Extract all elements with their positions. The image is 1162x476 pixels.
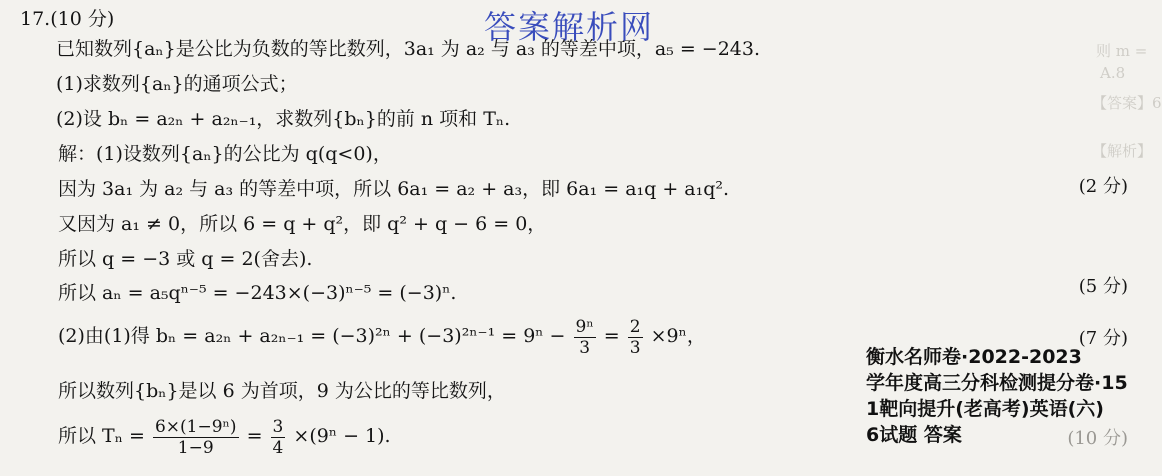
fraction-denominator: 3: [579, 337, 591, 358]
solution-line-4: 所以 q = −3 或 q = 2(舍去).: [58, 248, 313, 270]
solution-line-7: 所以数列{bₙ}是以 6 为首项，9 为公比的等比数列，: [58, 380, 506, 402]
solution-line-3: 又因为 a₁ ≠ 0，所以 6 = q + q²，即 q² + q − 6 = 0，: [58, 213, 547, 235]
fraction: [574, 317, 596, 358]
fraction: [153, 417, 239, 458]
problem-stem: 已知数列{aₙ}是公比为负数的等比数列，3a₁ 为 a₂ 与 a₃ 的等差中项，a₅ = −243.: [56, 38, 761, 60]
ghost-text: 【答案】6: [1092, 94, 1162, 112]
formula-text: ×(9ⁿ − 1).: [293, 425, 391, 447]
question-1: (1)求数列{aₙ}的通项公式；: [56, 73, 298, 95]
caption-line: 衡水名师卷·2022-2023: [866, 346, 1082, 368]
ghost-text: 【解析】: [1092, 142, 1153, 160]
fraction-numerator: 9ⁿ: [575, 316, 594, 337]
solution-line-2: 因为 3a₁ 为 a₂ 与 a₃ 的等差中项，所以 6a₁ = a₂ + a₃，即 6a₁ = a₁q + a₁q².: [58, 178, 730, 200]
solution-line-5: 所以 aₙ = a₅qⁿ⁻⁵ = −243×(−3)ⁿ⁻⁵ = (−3)ⁿ.: [58, 282, 457, 304]
formula-text: =: [603, 325, 620, 347]
fraction: [628, 317, 643, 358]
caption-line: 1靶向提升(老高考)英语(六): [866, 398, 1104, 420]
fraction-denominator: 1−9: [177, 437, 214, 458]
solution-line-1: 解：(1)设数列{aₙ}的公比为 q(q<0)，: [58, 143, 392, 165]
formula-text: 所以 Tₙ =: [58, 425, 145, 447]
caption-line: 6试题 答案: [866, 424, 962, 446]
question-2: (2)设 bₙ = a₂ₙ + a₂ₙ₋₁，求数列{bₙ}的前 n 项和 Tₙ.: [56, 108, 511, 130]
problem-number: 17.(10 分): [20, 8, 115, 30]
fraction-numerator: 6×(1−9ⁿ): [154, 416, 237, 437]
fraction-numerator: 2: [629, 316, 641, 337]
watermark: 答案解析网: [484, 8, 655, 46]
caption-overlay: [866, 344, 1128, 448]
solution-line-8: [58, 414, 391, 458]
ghost-text: 则 m =: [1096, 42, 1148, 60]
formula-text: =: [246, 425, 263, 447]
fraction-numerator: 3: [272, 416, 284, 437]
fraction-denominator: 3: [629, 337, 641, 358]
fraction-denominator: 4: [272, 437, 284, 458]
solution-line-6: [58, 314, 706, 358]
caption-line: 学年度高三分科检测提分卷·15: [866, 372, 1128, 394]
score-label: (10 分): [1067, 428, 1128, 449]
score-label: (7 分): [1078, 328, 1128, 349]
formula-text: ×9ⁿ，: [650, 325, 706, 347]
ghost-text: A.8: [1100, 64, 1126, 82]
fraction: [271, 417, 286, 458]
score-label: (2 分): [1078, 176, 1128, 197]
formula-text: (2)由(1)得 bₙ = a₂ₙ + a₂ₙ₋₁ = (−3)²ⁿ + (−3)²ⁿ⁻¹ = 9ⁿ −: [58, 325, 566, 347]
score-label: (5 分): [1078, 276, 1128, 297]
